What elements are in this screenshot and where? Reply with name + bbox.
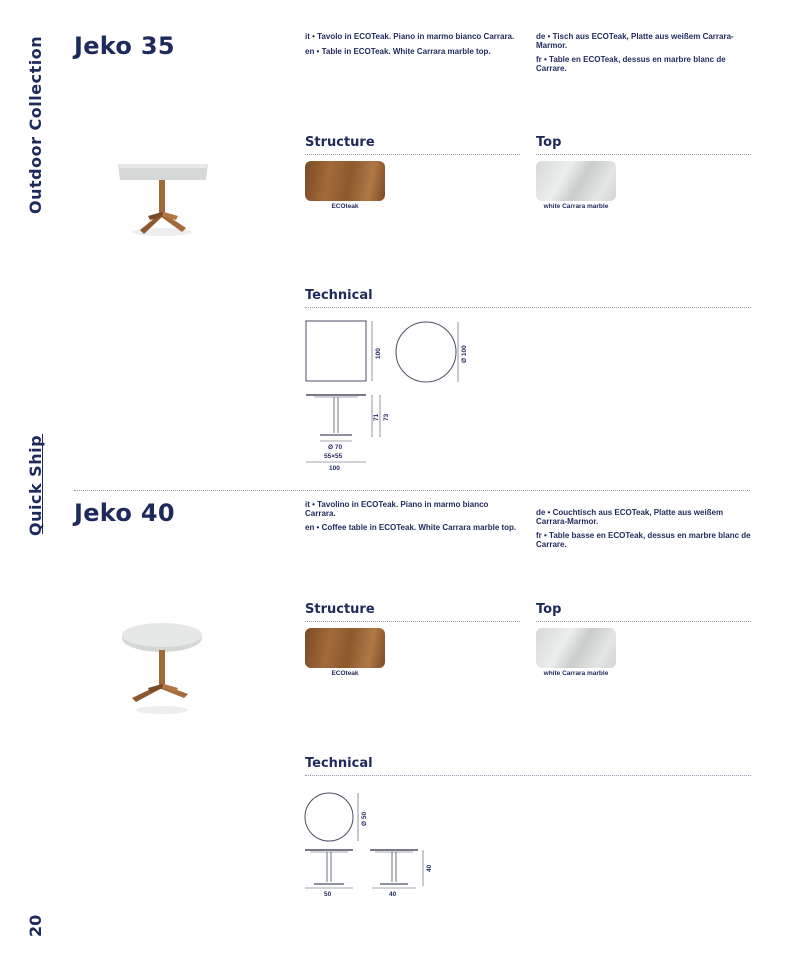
marble-swatch[interactable] bbox=[536, 628, 616, 668]
desc-en: en • Table in ECOTeak. White Carrara marble top. bbox=[305, 46, 491, 56]
structure-heading: Structure bbox=[305, 602, 375, 617]
dim-square: 100 bbox=[375, 348, 382, 359]
ecoteak-swatch[interactable] bbox=[305, 161, 385, 201]
page-number: 20 bbox=[26, 914, 45, 937]
dim-base1: Ø 70 bbox=[328, 444, 343, 451]
top-heading: Top bbox=[536, 602, 562, 617]
structure-rule bbox=[305, 154, 520, 155]
desc-en: en • Coffee table in ECOTeak. White Carrara marble top. bbox=[305, 523, 517, 532]
desc-it: it • Tavolo in ECOTeak. Piano in marmo bianco Carrara. bbox=[305, 32, 515, 41]
product-image-jeko40 bbox=[118, 620, 208, 716]
technical-rule bbox=[305, 775, 751, 776]
marble-swatch-label: white Carrara marble bbox=[543, 670, 609, 677]
desc-fr: fr • Table basse en ECOTeak, dessus en marbre blanc de Carrare. bbox=[536, 531, 751, 549]
ecoteak-swatch-label: ECOteak bbox=[331, 670, 359, 677]
product-title: Jeko 40 bbox=[74, 499, 175, 527]
dim-width: 100 bbox=[329, 465, 340, 472]
desc-col-1 bbox=[305, 33, 520, 62]
quick-ship-rule bbox=[42, 434, 43, 534]
top-rule bbox=[536, 154, 751, 155]
structure-rule bbox=[305, 621, 520, 622]
desc-col-1 bbox=[305, 501, 520, 539]
ecoteak-swatch[interactable] bbox=[305, 628, 385, 668]
dim-base2: 55×55 bbox=[324, 453, 343, 460]
dim-h2: 73 bbox=[383, 413, 390, 421]
quick-ship-label: Quick Ship bbox=[26, 434, 45, 536]
top-rule bbox=[536, 621, 751, 622]
dim-round: Ø 50 bbox=[361, 811, 368, 826]
dim-round: Ø 100 bbox=[461, 345, 468, 363]
product-image-jeko35 bbox=[110, 156, 220, 238]
ecoteak-swatch-label: ECOteak bbox=[331, 203, 359, 210]
desc-fr: fr • Table en ECOTeak, dessus en marbre blanc de Carrare. bbox=[536, 55, 726, 73]
dim-w2: 40 bbox=[389, 891, 397, 898]
desc-it: it • Tavolino in ECOTeak. Piano in marmo bianco Carrara. bbox=[305, 500, 489, 518]
dim-h1: 71 bbox=[373, 413, 380, 421]
top-heading: Top bbox=[536, 135, 562, 150]
technical-heading: Technical bbox=[305, 756, 373, 771]
technical-rule bbox=[305, 307, 751, 308]
technical-drawing-jeko35 bbox=[300, 315, 480, 475]
desc-de: de • Couchtisch aus ECOTeak, Platte aus weißem Carrara-Marmor. bbox=[536, 508, 724, 526]
technical-drawing-jeko40 bbox=[300, 790, 450, 902]
product-title: Jeko 35 bbox=[74, 32, 175, 60]
structure-heading: Structure bbox=[305, 135, 375, 150]
dim-h: 40 bbox=[426, 864, 433, 872]
marble-swatch-label: white Carrara marble bbox=[543, 203, 609, 210]
desc-col-2 bbox=[536, 509, 751, 555]
technical-heading: Technical bbox=[305, 288, 373, 303]
dim-w1: 50 bbox=[324, 891, 332, 898]
desc-col-2 bbox=[536, 33, 751, 79]
product-separator bbox=[74, 490, 750, 491]
desc-de: de • Tisch aus ECOTeak, Platte aus weißem Carrara-Marmor. bbox=[536, 32, 734, 50]
collection-label: Outdoor Collection bbox=[26, 35, 45, 214]
marble-swatch[interactable] bbox=[536, 161, 616, 201]
